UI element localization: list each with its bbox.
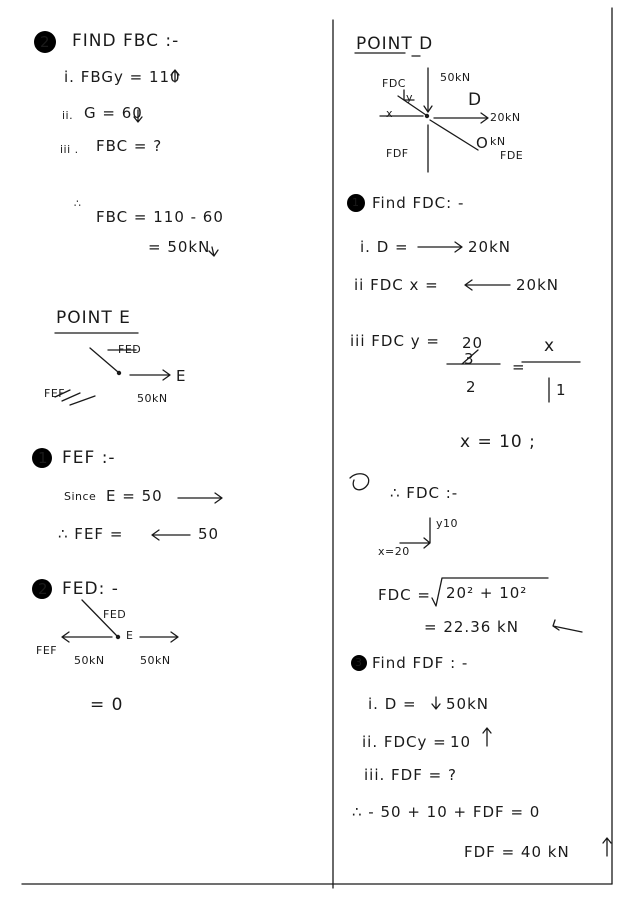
fbgy-line: i. FBGy = 110 [64, 68, 181, 86]
fdf-result: FDF = 40 kN [464, 843, 570, 861]
fbc-calc: FBC = 110 - 60 [96, 208, 224, 226]
step-number: 2 [40, 33, 51, 51]
fbc-unknown: FBC = ? [96, 137, 163, 155]
label-fef: FEF [44, 387, 66, 400]
label-50kn: 50kN [137, 392, 168, 405]
step-number: 3 [355, 656, 363, 669]
heading-fed: FED: - [62, 579, 119, 599]
fef-value: 50 [198, 525, 220, 543]
sqrt-body: 20² + 10² [446, 584, 528, 602]
fed-result: = 0 [90, 695, 124, 715]
step-number: 2 [38, 580, 49, 598]
fdf-equation: ∴ - 50 + 10 + FDF = 0 [352, 803, 541, 821]
point-d-title: POINT D [356, 34, 434, 54]
since-eq: E = 50 [106, 487, 163, 505]
fbc-result: = 50kN [148, 238, 211, 256]
point-e-title: POINT E [56, 308, 131, 328]
arrow-since-e [178, 493, 222, 503]
heading-find-fbc: FIND FBC :- [72, 31, 180, 51]
label-e: E [176, 367, 187, 385]
step-number: 1 [38, 449, 49, 467]
arrow-fef [152, 530, 190, 540]
label-fed: FED [118, 343, 142, 356]
fdc-result: = 22.36 kN [424, 618, 519, 636]
g-line: G = 60 [84, 104, 143, 122]
fef-arrow-left [62, 632, 112, 642]
fef-therefore: ∴ FEF = [58, 525, 124, 543]
fed-member [90, 348, 118, 372]
heading-fef: FEF :- [62, 448, 116, 468]
heading-find-fdc: Find FDC: - [372, 194, 465, 212]
node-d: D [468, 90, 483, 110]
x-result: x = 10 ; [460, 432, 536, 452]
e-arrow [130, 370, 170, 380]
fde-member [430, 120, 478, 150]
heading-find-fdf: Find FDF : - [372, 654, 469, 672]
d-arrow-right [434, 113, 488, 123]
step-number: 1 [352, 196, 360, 209]
